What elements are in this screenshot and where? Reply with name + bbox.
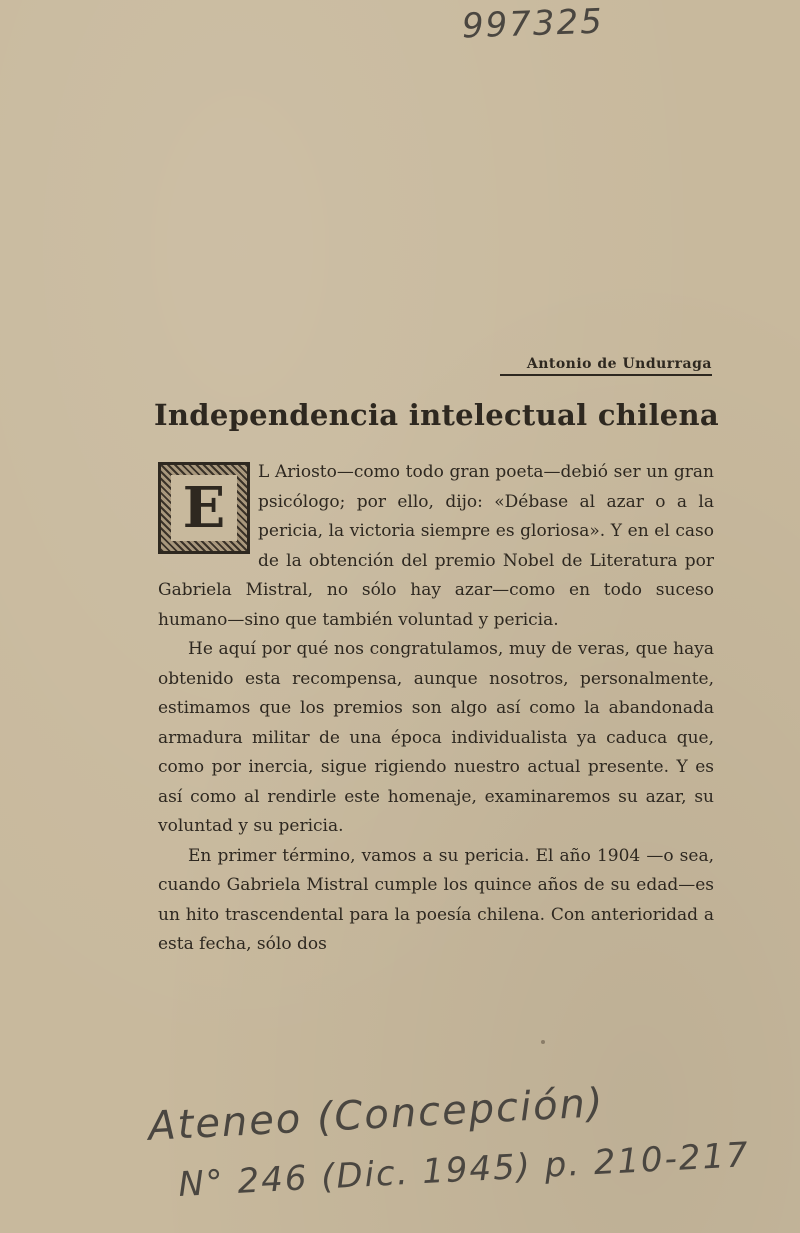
article-author: Antonio de Undurraga — [500, 356, 712, 376]
paragraph-1-text: L Ariosto—como todo gran poeta—debió ser un gran psicólogo; por ello, dijo: «Débase al azar o a la pericia, la victoria siempre es gloriosa». Y en el caso de la obtención del premio Nobel de Literatura por Gabriela Mistral, no sólo hay azar—como en todo suceso humano—sino que también voluntad y pericia. — [158, 462, 714, 630]
paragraph-3: En primer término, vamos a su pericia. El año 1904 —o sea, cuando Gabriela Mistral cumple los quince años de su edad—es un hito trascendental para la poesía chilena. Con anterioridad a esta fecha, sólo dos — [158, 845, 714, 954]
page-speck — [541, 1040, 545, 1044]
ornamental-drop-cap — [158, 462, 250, 554]
handwritten-catalog-number: 997325 — [461, 1, 605, 47]
handwritten-source-journal: Ateneo (Concepción) — [147, 1080, 606, 1150]
article-body — [158, 458, 714, 960]
handwritten-source-issue: N° 246 (Dic. 1945) p. 210-217 — [177, 1135, 751, 1205]
drop-cap-letter: E — [171, 475, 237, 541]
paragraph-2: He aquí por qué nos congratulamos, muy de veras, que haya obtenido esta recompensa, aunque nosotros, personalmente, estimamos que los premios son algo así como la abandonada armadura militar de una época individualista ya caduca que, como por inercia, sigue rigiendo nuestro actual presente. Y es así como al rendirle este homenaje, examinaremos su azar, su voluntad y su pericia. — [158, 639, 714, 836]
article-title: Independencia intelectual chilena — [154, 398, 720, 432]
paragraph-1 — [158, 458, 714, 635]
